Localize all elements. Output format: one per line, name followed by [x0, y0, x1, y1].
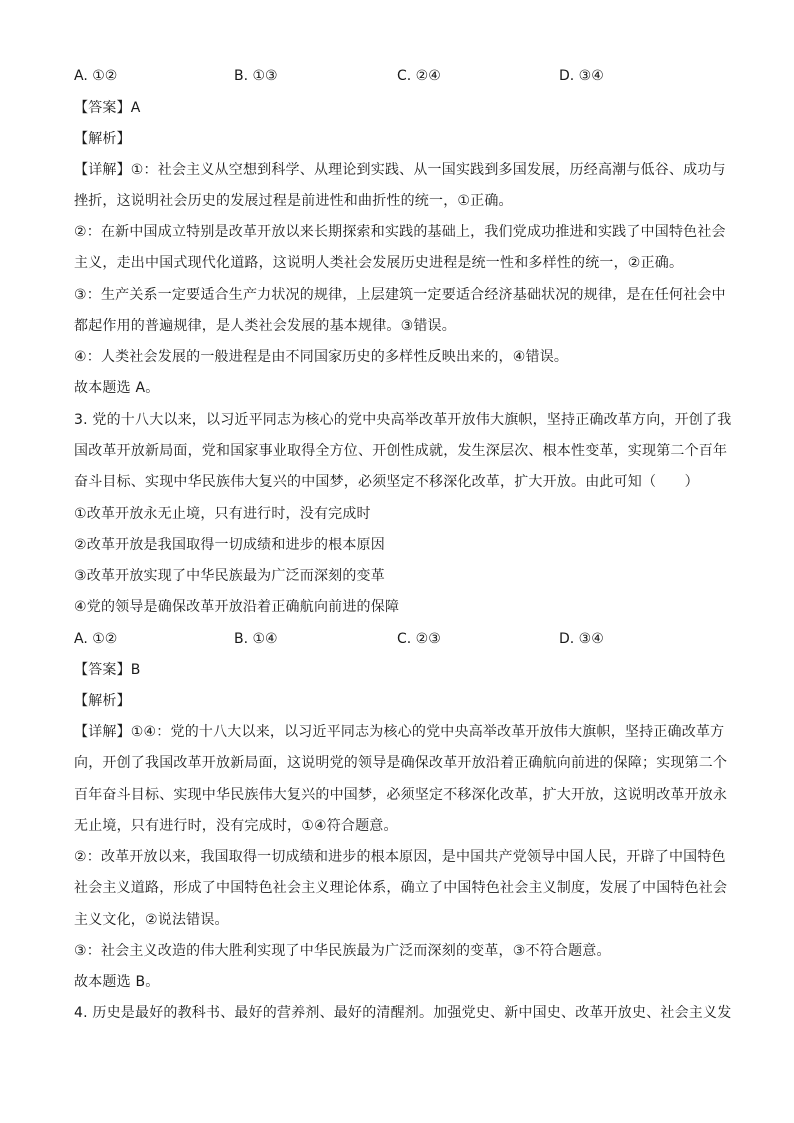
q2-analysis-label: 【解析】	[74, 131, 131, 147]
q2-explanation-line: ③：生产关系一定要适合生产力状况的规律，上层建筑一定要适合经济基础状况的规律，是在任何社会中	[74, 287, 726, 303]
q2-explanation-line: 【详解】①：社会主义从空想到科学、从理论到实践、从一国实践到多国发展，历经高潮与低谷、成功与	[74, 162, 726, 178]
q2-explanation-line: 挫折，这说明社会历史的发展过程是前进性和曲折性的统一，①正确。	[74, 193, 513, 209]
q3-stem-line: 3. 党的十八大以来，以习近平同志为核心的党中央高举改革开放伟大旗帜，坚持正确改革方向，开创了我	[74, 412, 732, 428]
q4-stem-line: 4. 历史是最好的教科书、最好的营养剂、最好的清醒剂。加强党史、新中国史、改革开放史、社会主义发	[74, 1005, 732, 1021]
q3-analysis-label: 【解析】	[74, 693, 131, 709]
q3-explanation-line: 主义文化，②说法错误。	[74, 912, 229, 928]
q3-statement-2: ②改革开放是我国取得一切成绩和进步的根本原因	[74, 537, 385, 553]
q3-option-d: D. ③④	[559, 631, 604, 647]
q2-explanation-line: 都起作用的普遍规律，是人类社会发展的基本规律。③错误。	[74, 318, 456, 334]
q2-explanation-line: ②：在新中国成立特别是改革开放以来长期探索和实践的基础上，我们党成功推进和实践了中国特色社会	[74, 224, 726, 240]
q3-explanation-line: 【详解】①④：党的十八大以来，以习近平同志为核心的党中央高举改革开放伟大旗帜，坚持正确改革方	[74, 724, 725, 740]
q2-answer: 【答案】A	[74, 100, 141, 116]
q2-conclusion: 故本题选 A。	[74, 380, 160, 396]
q2-explanation-line: ④：人类社会发展的一般进程是由不同国家历史的多样性反映出来的，④错误。	[74, 349, 569, 365]
q3-stem-line: 国改革开放新局面，党和国家事业取得全方位、开创性成就，发生深层次、根本性变革，实现第二个百年	[74, 443, 728, 459]
q3-options	[74, 629, 734, 649]
q2-options	[74, 66, 734, 86]
q3-explanation-line: 向，开创了我国改革开放新局面，这说明党的领导是确保改革开放沿着正确航向前进的保障；实现第二个	[74, 755, 728, 771]
q3-statement-3: ③改革开放实现了中华民族最为广泛而深刻的变革	[74, 568, 385, 584]
q3-explanation-line: 无止境，只有进行时，没有完成时，①④符合题意。	[74, 818, 398, 834]
q2-option-d: D. ③④	[559, 68, 604, 84]
q3-option-a: A. ①②	[74, 631, 118, 647]
q3-conclusion: 故本题选 B。	[74, 974, 160, 990]
q2-option-b: B. ①③	[234, 68, 278, 84]
q3-answer: 【答案】B	[74, 662, 141, 678]
q3-option-b: B. ①④	[234, 631, 278, 647]
q3-explanation-line: ②：改革开放以来，我国取得一切成绩和进步的根本原因，是中国共产党领导中国人民，开辟了中国特色	[74, 849, 726, 865]
q3-stem-line: 奋斗目标、实现中华民族伟大复兴的中国梦，必须坚定不移深化改革，扩大开放。由此可知（ ）	[74, 474, 699, 490]
q3-explanation-line: 社会主义道路，形成了中国特色社会主义理论体系，确立了中国特色社会主义制度，发展了中国特色社会	[74, 880, 728, 896]
q2-option-c: C. ②④	[397, 68, 441, 84]
q2-option-a: A. ①②	[74, 68, 118, 84]
q3-statement-1: ①改革开放永无止境，只有进行时，没有完成时	[74, 506, 371, 522]
q2-explanation-line: 主义，走出中国式现代化道路，这说明人类社会发展历史进程是统一性和多样性的统一，②正确。	[74, 255, 684, 271]
q3-statement-4: ④党的领导是确保改革开放沿着正确航向前进的保障	[74, 599, 400, 615]
q3-explanation-line: ③：社会主义改造的伟大胜利实现了中华民族最为广泛而深刻的变革，③不符合题意。	[74, 943, 611, 959]
q3-explanation-line: 百年奋斗目标、实现中华民族伟大复兴的中国梦，必须坚定不移深化改革，扩大开放，这说明改革开放永	[74, 787, 728, 803]
q3-option-c: C. ②③	[397, 631, 441, 647]
